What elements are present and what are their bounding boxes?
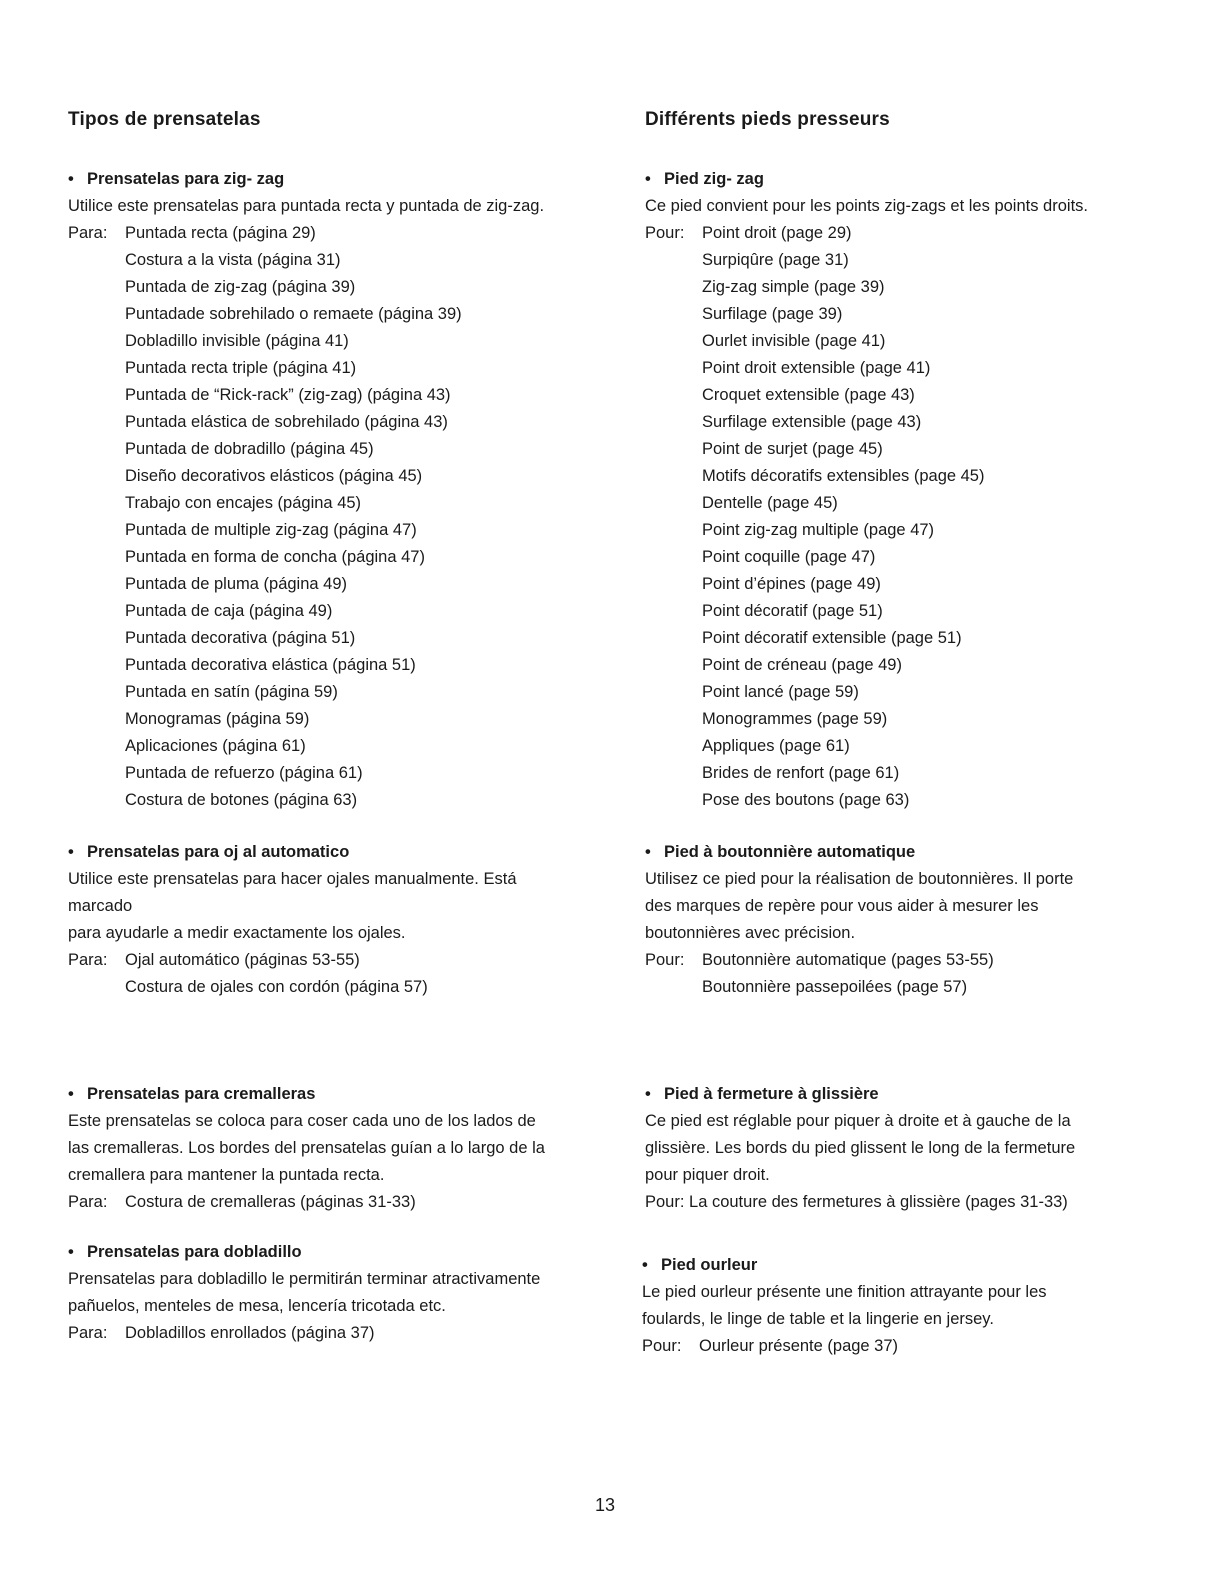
use-item: Puntada en satín (página 59) [125,683,338,701]
section-hemmer-fr [642,1252,1142,1360]
description-line: Este prensatelas se coloca para coser cada uno de los lados de [68,1112,536,1130]
use-item: Monogrammes (page 59) [702,710,888,728]
use-item: Puntadade sobrehilado o remaete (página 39) [125,305,462,323]
use-item: Puntada de dobradillo (página 45) [125,440,374,458]
section-zigzag-es [68,166,598,814]
use-item: Point de créneau (page 49) [702,656,902,674]
use-item: Puntada en forma de concha (página 47) [125,548,425,566]
use-item: Zig-zag simple (page 39) [702,278,885,296]
description-line: Utilice este prensatelas para hacer ojales manualmente. Está [68,870,517,888]
use-item: Ourleur présente (page 37) [699,1337,899,1355]
description-line: boutonnières avec précision. [645,924,856,942]
use-item: Puntada recta (página 29) [125,224,316,242]
use-item: Point droit (page 29) [702,224,852,242]
use-item: Surfilage (page 39) [702,305,843,323]
use-item: Surfilage extensible (page 43) [702,413,922,431]
use-item: Diseño decorativos elásticos (página 45) [125,467,423,485]
use-item: Point de surjet (page 45) [702,440,883,458]
use-item: Ojal automático (páginas 53-55) [125,951,360,969]
description-line: pour piquer droit. [645,1166,770,1184]
bullet: • [68,170,74,188]
section-title: • Prensatelas para dobladillo [68,1239,598,1266]
use-item: Costura de botones (página 63) [125,791,358,809]
description-line: foulards, le linge de table et la lingerie en jersey. [642,1310,994,1328]
section-zigzag-fr [645,166,1145,814]
uses-label: Para: [68,951,108,969]
description-line: marcado [68,897,133,915]
section-title: • Prensatelas para oj al automatico [68,839,598,866]
uses-label: Pour: [645,951,685,969]
use-item: Aplicaciones (página 61) [125,737,306,755]
use-item: Point lancé (page 59) [702,683,859,701]
uses-list [125,1189,598,1216]
section-description: Ce pied convient pour les points zig-zags et les points droits. [645,197,1088,215]
use-item: Ourlet invisible (page 41) [702,332,886,350]
use-item: Costura de cremalleras (páginas 31-33) [125,1193,416,1211]
section-description: Utilice este prensatelas para puntada recta y puntada de zig-zag. [68,197,545,215]
section-buttonhole-fr [645,839,1145,1001]
bullet: • [68,1243,74,1261]
use-item: Point zig-zag multiple (page 47) [702,521,935,539]
description-line: Prensatelas para dobladillo le permitirán terminar atractivamente [68,1270,541,1288]
use-item: Costura de ojales con cordón (página 57) [125,978,428,996]
spanish-heading: Tipos de prensatelas [68,109,261,130]
use-item: Monogramas (página 59) [125,710,310,728]
bullet: • [68,1085,74,1103]
use-item: Point droit extensible (page 41) [702,359,931,377]
french-heading: Différents pieds presseurs [645,109,890,130]
description-line: pañuelos, menteles de mesa, lencería tricotada etc. [68,1297,446,1315]
description-line: Ce pied est réglable pour piquer à droite et à gauche de la [645,1112,1071,1130]
use-item: Dobladillos enrollados (página 37) [125,1324,375,1342]
uses-block [68,947,598,1001]
uses-list [702,947,1145,1001]
section-zipper-fr [645,1081,1145,1216]
section-title: • Pied zig- zag [645,166,1145,193]
bullet: • [645,1085,651,1103]
section-hemmer-es [68,1239,598,1347]
use-item: Motifs décoratifs extensibles (page 45) [702,467,985,485]
section-buttonhole-es [68,839,598,1001]
description-line: glissière. Les bords du pied glissent le long de la fermeture [645,1139,1076,1157]
section-title: • Prensatelas para cremalleras [68,1081,598,1108]
uses-list [699,1333,1142,1360]
section-zipper-es [68,1081,598,1216]
section-title: • Prensatelas para zig- zag [68,166,598,193]
use-item: Pose des boutons (page 63) [702,791,910,809]
use-item: Puntada de multiple zig-zag (página 47) [125,521,417,539]
uses-label: Pour: [645,224,685,242]
uses-block [645,220,1145,814]
use-item: Point décoratif (page 51) [702,602,883,620]
use-item: Brides de renfort (page 61) [702,764,900,782]
use-item: Point coquille (page 47) [702,548,876,566]
bullet: • [645,843,651,861]
use-item: Puntada de pluma (página 49) [125,575,347,593]
uses-block [68,220,598,814]
uses-block [68,1189,598,1216]
uses-list [125,1320,598,1347]
bullet: • [642,1256,648,1274]
use-item: Puntada elástica de sobrehilado (página 43) [125,413,448,431]
description-line: Le pied ourleur présente une finition attrayante pour les [642,1283,1047,1301]
use-item: Trabajo con encajes (página 45) [125,494,362,512]
use-item: Dobladillo invisible (página 41) [125,332,349,350]
uses-label: Para: [68,1324,108,1342]
description-line: las cremalleras. Los bordes del prensatelas guían a lo largo de la [68,1139,545,1157]
bullet: • [68,843,74,861]
use-item: Croquet extensible (page 43) [702,386,915,404]
uses-label: Para: [68,1193,108,1211]
page-number: 13 [594,1495,616,1515]
use-item: Point d’épines (page 49) [702,575,881,593]
description-line: des marques de repère pour vous aider à mesurer les [645,897,1039,915]
section-title: • Pied à fermeture à glissière [645,1081,1145,1108]
section-title: • Pied ourleur [642,1252,1142,1279]
use-item: Dentelle (page 45) [702,494,838,512]
uses-list [125,220,598,814]
uses-block [68,1320,598,1347]
use-item: Puntada de zig-zag (página 39) [125,278,356,296]
use-item: Surpiqûre (page 31) [702,251,849,269]
bullet: • [645,170,651,188]
uses-list [702,220,1145,814]
description-line: Pour: La couture des fermetures à glissière (pages 31-33) [645,1193,1068,1211]
use-item: Appliques (page 61) [702,737,850,755]
description-line: para ayudarle a medir exactamente los ojales. [68,924,406,942]
description-line: Utilisez ce pied pour la réalisation de boutonnières. Il porte [645,870,1074,888]
use-item: Puntada de “Rick-rack” (zig-zag) (página 43) [125,386,451,404]
use-item: Costura a la vista (página 31) [125,251,341,269]
use-item: Boutonnière automatique (pages 53-55) [702,951,994,969]
use-item: Puntada de refuerzo (página 61) [125,764,363,782]
description-line: cremallera para mantener la puntada recta. [68,1166,385,1184]
uses-label: Pour: [642,1337,682,1355]
uses-list [125,947,598,1001]
section-title: • Pied à boutonnière automatique [645,839,1145,866]
use-item: Boutonnière passepoilées (page 57) [702,978,968,996]
uses-label: Para: [68,224,108,242]
use-item: Puntada decorativa (página 51) [125,629,356,647]
uses-block [642,1333,1142,1360]
uses-block [645,947,1145,1001]
use-item: Puntada de caja (página 49) [125,602,333,620]
use-item: Point décoratif extensible (page 51) [702,629,962,647]
use-item: Puntada recta triple (página 41) [125,359,357,377]
use-item: Puntada decorativa elástica (página 51) [125,656,416,674]
